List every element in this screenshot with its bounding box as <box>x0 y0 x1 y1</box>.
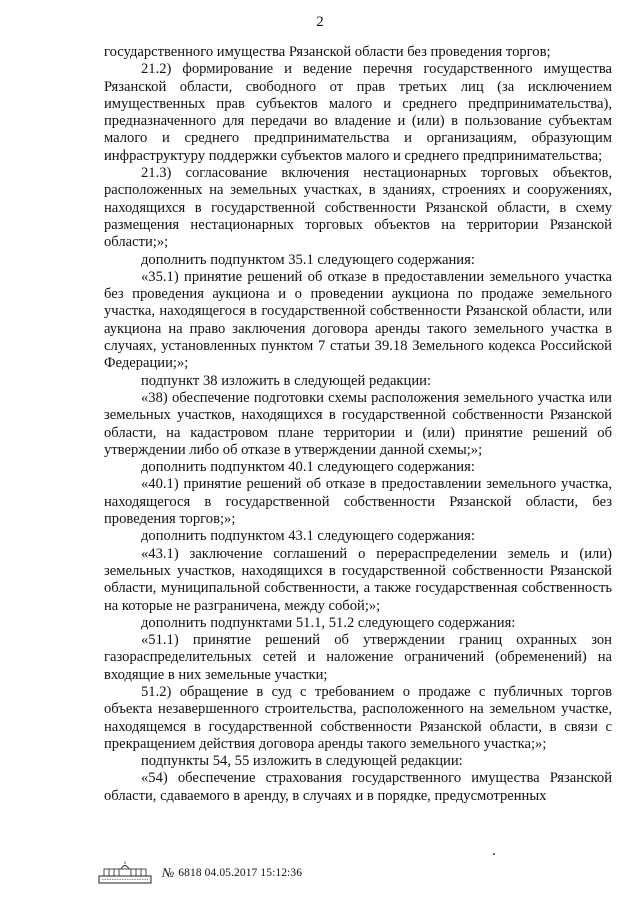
paragraph: 21.2) формирование и ведение перечня государственного имущества Рязанской области, свободного от прав третьих лиц (за исключением имущественных прав субъектов малого и среднего предпринимательства), предназначенного для передачи во владение и (или) в пользование субъектам малого и среднего предпринимательства и организациям, образующим инфраструктуру поддержки субъектов малого и среднего предпринимательства; <box>104 61 612 164</box>
ink-dot <box>493 853 495 855</box>
paragraph: подпункты 54, 55 изложить в следующей редакции: <box>141 753 463 770</box>
paragraph: подпункт 38 изложить в следующей редакции: <box>141 372 432 389</box>
paragraph: дополнить подпунктами 51.1, 51.2 следующего содержания: <box>141 614 516 631</box>
paragraph: «43.1) заключение соглашений о перераспределении земель и (или) земельных участков, находящихся в государственной собственности Рязанской области, муниципальной собственности, а также государственная собственность на которые не разграничена, между собой;»; <box>104 545 612 614</box>
paragraph: «54) обеспечение страхования государственного имущества Рязанской области, сдаваемого в аренду, в случаях и в порядке, предусмотренных <box>104 770 612 804</box>
paragraph: государственного имущества Рязанской области без проведения торгов; <box>104 44 551 60</box>
paragraph: дополнить подпунктом 35.1 следующего содержания: <box>141 251 475 268</box>
paragraph: «35.1) принятие решений об отказе в предоставлении земельного участка без проведения аукциона и о проведении аукциона по продаже земельного участка, находящегося в государственной собственности Рязанской области, или аукциона на право заключения договора аренды такого земельного участка в случаях, установленных пунктом 7 статьи 39.18 Земельного кодекса Российской Федерации;»; <box>104 268 612 372</box>
page-number: 2 <box>316 14 324 30</box>
registry-number-symbol: № <box>162 865 175 880</box>
government-building-stamp-icon <box>96 861 154 885</box>
paragraph: дополнить подпунктом 43.1 следующего содержания: <box>141 528 475 545</box>
registration-footer <box>96 860 302 886</box>
registry-stamp-text: 6818 04.05.2017 15:12:36 <box>178 867 303 879</box>
paragraph: дополнить подпунктом 40.1 следующего содержания: <box>141 459 475 476</box>
paragraph: «51.1) принятие решений об утверждении границ охранных зон газораспределительных сетей и наложение ограничений (обременений) на входящие в них земельные участки; <box>104 632 612 683</box>
paragraph: «38) обеспечение подготовки схемы расположения земельного участка или земельных участков, находящихся в государственной собственности Рязанской области, на кадастровом плане территории и (или) принятие решений об утверждении либо об отказе в утверждении данной схемы;»; <box>104 389 612 458</box>
document-body <box>104 44 612 805</box>
paragraph: 21.3) согласование включения нестационарных торговых объектов, расположенных на земельных участках, в зданиях, строениях и сооружениях, находящихся в государственной собственности Рязанской области, в схему размещения нестационарных торговых объектов на территории Рязанской области;»; <box>104 165 612 251</box>
paragraph: «40.1) принятие решений об отказе в предоставлении земельного участка, находящегося в государственной собственности Рязанской области, без проведения торгов;»; <box>104 476 612 528</box>
paragraph: 51.2) обращение в суд с требованием о продаже с публичных торгов объекта незавершенного строительства, расположенного на земельном участке, находящемся в государственной собственности Рязанской области, в связи с прекращением действия договора аренды такого земельного участка;»; <box>104 683 612 752</box>
